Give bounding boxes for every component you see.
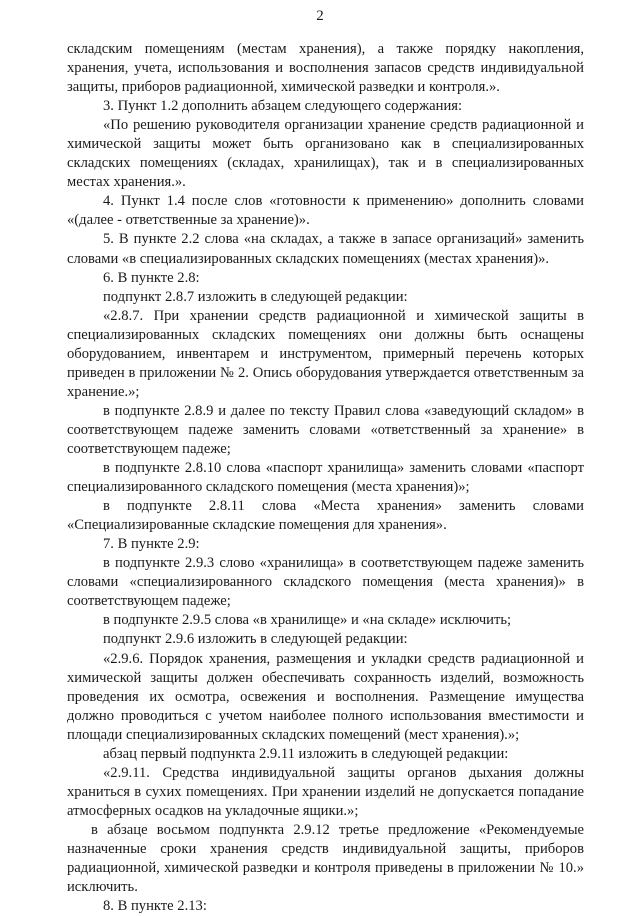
paragraph-continuation: складским помещениям (местам хранения), а также порядку накопления, хранения, учета, использования и восполнения запасов средств индивидуальной защиты, приборов радиационной, химической разведки и контроля.». [67, 41, 584, 96]
paragraph-item-6: 6. В пункте 2.8: [103, 269, 200, 286]
page-number: 2 [316, 8, 324, 24]
paragraph-subitem-2-8-9: в подпункте 2.8.9 и далее по тексту Правил слова «заведующий складом» в соответствующем падеже заменить словами «ответственный за хранение» в соответствующем падеже; [67, 402, 584, 457]
paragraph-item-4: 4. Пункт 1.4 после слов «готовности к применению» дополнить словами «(далее - ответственные за хранение)». [67, 193, 584, 229]
paragraph-subitem-2-9-6: подпункт 2.9.6 изложить в следующей редакции: [103, 631, 408, 648]
paragraph-item-3: 3. Пункт 1.2 дополнить абзацем следующего содержания: [103, 98, 463, 115]
paragraph-subitem-2-8-7: подпункт 2.8.7 изложить в следующей редакции: [103, 288, 408, 305]
paragraph-subitem-2-8-10: в подпункте 2.8.10 слова «паспорт хранилища» заменить словами «паспорт специализированного складского помещения (места хранения)»; [67, 460, 584, 496]
paragraph-subitem-2-9-3: в подпункте 2.9.3 слово «хранилища» в соответствующем падеже заменить словами «специализированного складского помещения (места хранения)» в соответствующем падеже; [67, 555, 584, 610]
paragraph-subitem-2-8-11: в подпункте 2.8.11 слова «Места хранения» заменить словами «Специализированные складские помещения для хранения». [67, 498, 584, 534]
paragraph-quote-1-2: «По решению руководителя организации хранение средств радиационной и химической защиты может быть организовано как в специализированных складских помещениях (складах, хранилищах), так и в специализированных местах хранения.». [67, 117, 584, 191]
paragraph-quote-2-9-6: «2.9.6. Порядок хранения, размещения и укладки средств радиационной и химической защиты должен обеспечивать сохранность изделий, возможность проведения их осмотра, освежения и восполнения. Размещение имущества должно проводиться с учетом наиболее полного использования вместимости и площади специализированных складских помещений (мест хранения).»; [67, 650, 584, 743]
paragraph-item-5: 5. В пункте 2.2 слова «на складах, а также в запасе организаций» заменить словами «в специализированных складских помещениях (местах хранения)». [67, 231, 584, 267]
paragraph-quote-2-9-11: «2.9.11. Средства индивидуальной защиты органов дыхания должны храниться в сухих помещениях. При хранении изделий не допускается попадание атмосферных осадков на укладочные ящики.»; [67, 764, 584, 819]
paragraph-item-8: 8. В пункте 2.13: [103, 898, 207, 915]
paragraph-item-7: 7. В пункте 2.9: [103, 536, 200, 553]
paragraph-subitem-2-9-11: абзац первый подпункта 2.9.11 изложить в следующей редакции: [103, 745, 509, 762]
document-body [67, 40, 584, 916]
paragraph-subitem-2-9-12: в абзаце восьмом подпункта 2.9.12 третье предложение «Рекомендуемые назначенные сроки хранения средств индивидуальной защиты, приборов радиационной, химической разведки и контроля приведены в приложении № 10.» исключить. [67, 821, 584, 896]
paragraph-quote-2-8-7: «2.8.7. При хранении средств радиационной и химической защиты в специализированных складских помещениях они должны быть оснащены оборудованием, инвентарем и инструментом, примерный перечень которых приведен в приложении № 2. Опись оборудования утверждается ответственным за хранение.»; [67, 307, 584, 400]
paragraph-subitem-2-9-5: в подпункте 2.9.5 слова «в хранилище» и «на складе» исключить; [103, 612, 512, 629]
